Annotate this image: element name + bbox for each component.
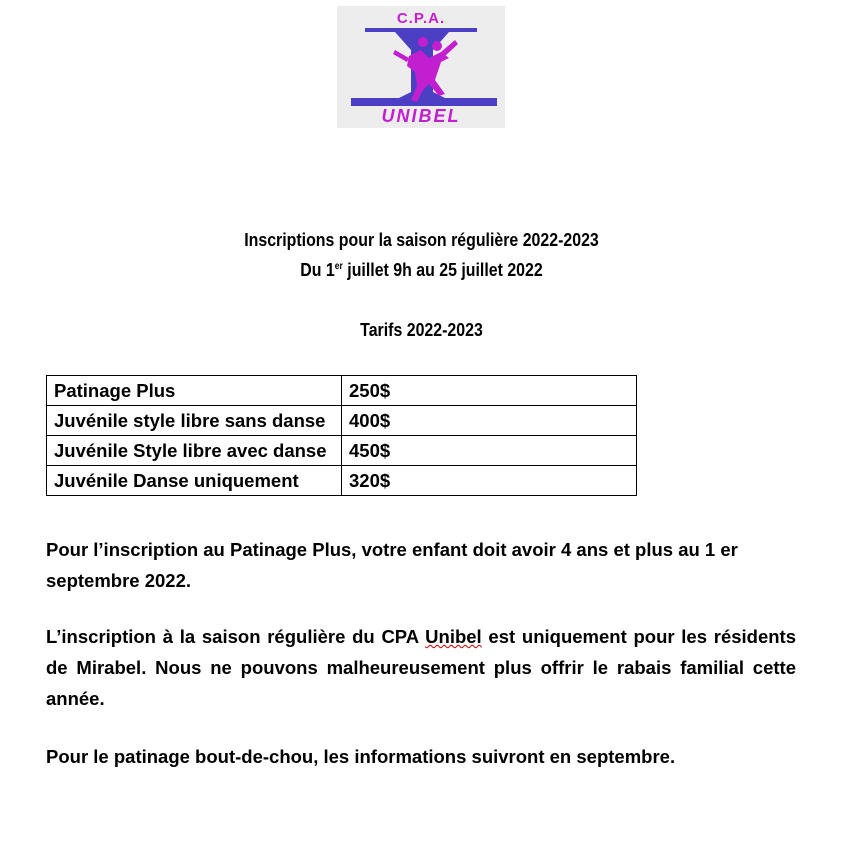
registration-dates bbox=[59, 259, 784, 281]
tarif-name: Juvénile style libre sans danse bbox=[47, 406, 342, 436]
residency-text-end: est uniquement pour les résidents de Mirabel. Nous ne pouvons malheureusement plus offrir le rabais familial cette année. bbox=[46, 626, 797, 709]
registration-title: Inscriptions pour la saison régulière 2022-2023 bbox=[244, 229, 599, 250]
tarif-price: 320$ bbox=[342, 466, 637, 496]
table-row bbox=[47, 376, 637, 406]
age-requirement-paragraph: Pour l’inscription au Patinage Plus, votre enfant doit avoir 4 ans et plus au 1 er septembre 2022. bbox=[46, 539, 738, 591]
tarif-price: 400$ bbox=[342, 406, 637, 436]
logo-bottom-text: UNIBEL bbox=[381, 106, 461, 126]
table-row bbox=[47, 436, 637, 466]
table-row bbox=[47, 406, 637, 436]
cpa-unibel-logo bbox=[337, 6, 505, 128]
residency-paragraph bbox=[46, 621, 796, 714]
tarifs-title: Tarifs 2022-2023 bbox=[360, 319, 483, 340]
tarifs-table bbox=[46, 375, 637, 496]
dates-suffix: juillet 9h au 25 juillet 2022 bbox=[342, 259, 543, 280]
tarif-price: 250$ bbox=[342, 376, 637, 406]
dates-superscript: er bbox=[334, 261, 343, 272]
residency-text-start: L’inscription à la saison régulière du CPA bbox=[46, 626, 426, 647]
tarif-name: Juvénile Danse uniquement bbox=[47, 466, 342, 496]
logo-top-text: C.P.A. bbox=[396, 10, 446, 27]
bout-de-chou-paragraph: Pour le patinage bout-de-chou, les informations suivront en septembre. bbox=[46, 746, 676, 767]
tarif-name: Juvénile Style libre avec danse bbox=[47, 436, 342, 466]
table-row bbox=[47, 466, 637, 496]
tarif-price: 450$ bbox=[342, 436, 637, 466]
tarif-name: Patinage Plus bbox=[47, 376, 342, 406]
dates-prefix: Du 1 bbox=[300, 259, 335, 280]
unibel-spellcheck-word: Unibel bbox=[425, 626, 482, 647]
